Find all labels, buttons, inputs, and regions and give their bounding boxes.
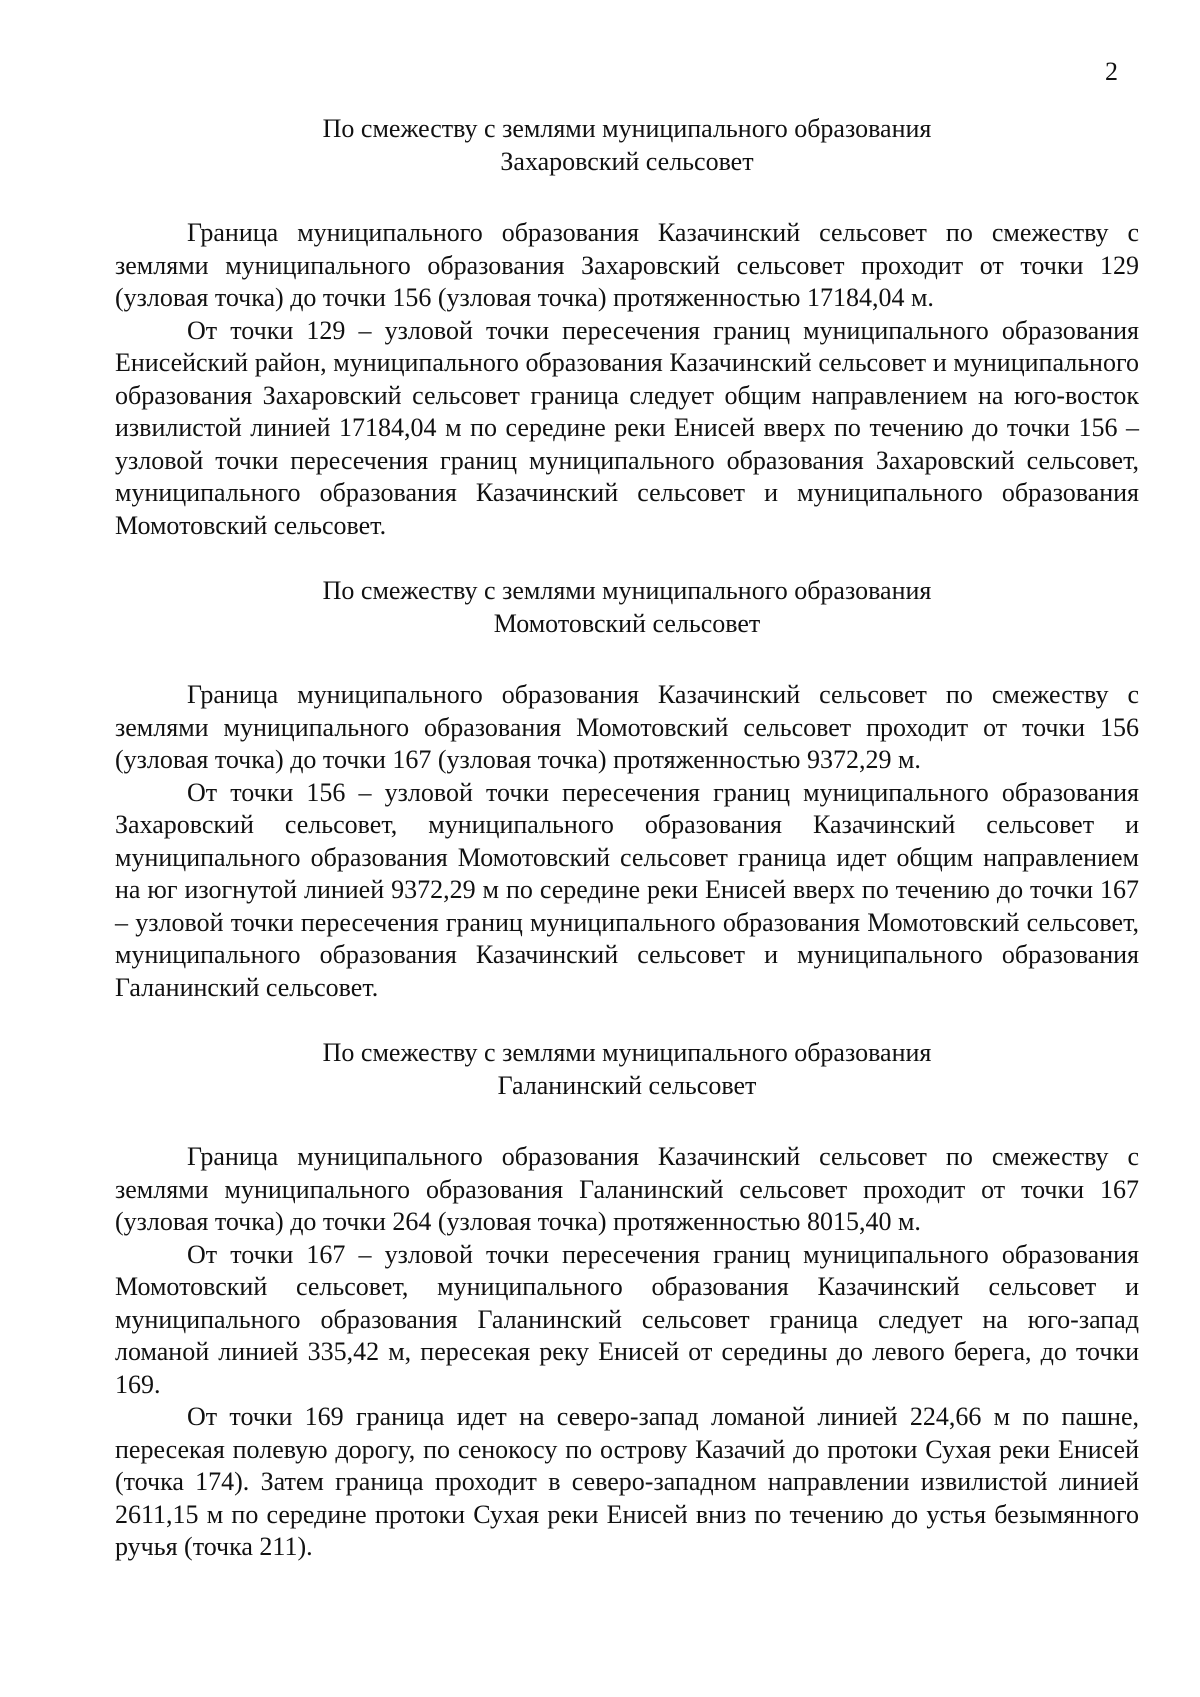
section-heading-line: Момотовский сельсовет [493,608,761,638]
paragraph: От точки 129 – узловой точки пересечения границ муниципального образования Енисейский район, муниципального образования Казачинский сельсовет и муниципального образования Захаровский сельсовет граница следует общим направлением на юго-восток извилистой линией 17184,04 м по середине реки Енисей вверх по течению до точки 156 – узловой точки пересечения границ муниципального образования Захаровский сельсовет, муниципального образования Казачинский сельсовет и муниципального образования Момотовский сельсовет. [115,315,1139,540]
paragraph: От точки 169 граница идет на северо-запад ломаной линией 224,66 м по пашне, пересекая полевую дорогу, по сенокосу по острову Казачий до протоки Сухая реки Енисей (точка 174). Затем граница проходит в северо-западном направлении извилистой линией 2611,15 м по середине протоки Сухая реки Енисей вниз по течению до устья безымянного ручья (точка 211). [115,1402,1139,1561]
section-heading [115,113,1139,178]
section-heading-line: По смежеству с землями муниципального образования [322,576,932,605]
paragraph: Граница муниципального образования Казачинский сельсовет по смежеству с землями муниципального образования Захаровский сельсовет проходит от точки 129 (узловая точка) до точки 156 (узловая точка) протяженностью 17184,04 м. [115,218,1139,312]
section-heading-line: По смежеству с землями муниципального образования [322,114,932,143]
section-heading-line: По смежеству с землями муниципального образования [322,1038,932,1067]
section-heading-line: Захаровский сельсовет [500,146,754,176]
paragraph: Граница муниципального образования Казачинский сельсовет по смежеству с землями муниципального образования Галанинский сельсовет проходит от точки 167 (узловая точка) до точки 264 (узловая точка) протяженностью 8015,40 м. [115,1142,1139,1236]
document-body [115,113,1139,1564]
page-number: 2 [1105,57,1118,86]
section-heading [115,1037,1139,1102]
section-heading-line: Галанинский сельсовет [497,1070,757,1100]
paragraph: От точки 167 – узловой точки пересечения границ муниципального образования Момотовский сельсовет, муниципального образования Казачинский сельсовет и муниципального образования Галанинский сельсовет граница следует на юго-запад ломаной линией 335,42 м, пересекая реку Енисей от середины до левого берега, до точки 169. [115,1239,1139,1399]
paragraph: От точки 156 – узловой точки пересечения границ муниципального образования Захаровский сельсовет, муниципального образования Казачинский сельсовет и муниципального образования Момотовский сельсовет граница идет общим направлением на юг изогнутой линией 9372,29 м по середине реки Енисей вверх по течению до точки 167 – узловой точки пересечения границ муниципального образования Момотовский сельсовет, муниципального образования Казачинский сельсовет и муниципального образования Галанинский сельсовет. [115,777,1139,1002]
paragraph: Граница муниципального образования Казачинский сельсовет по смежеству с землями муниципального образования Момотовский сельсовет проходит от точки 156 (узловая точка) до точки 167 (узловая точка) протяженностью 9372,29 м. [115,680,1139,774]
section-heading [115,575,1139,640]
